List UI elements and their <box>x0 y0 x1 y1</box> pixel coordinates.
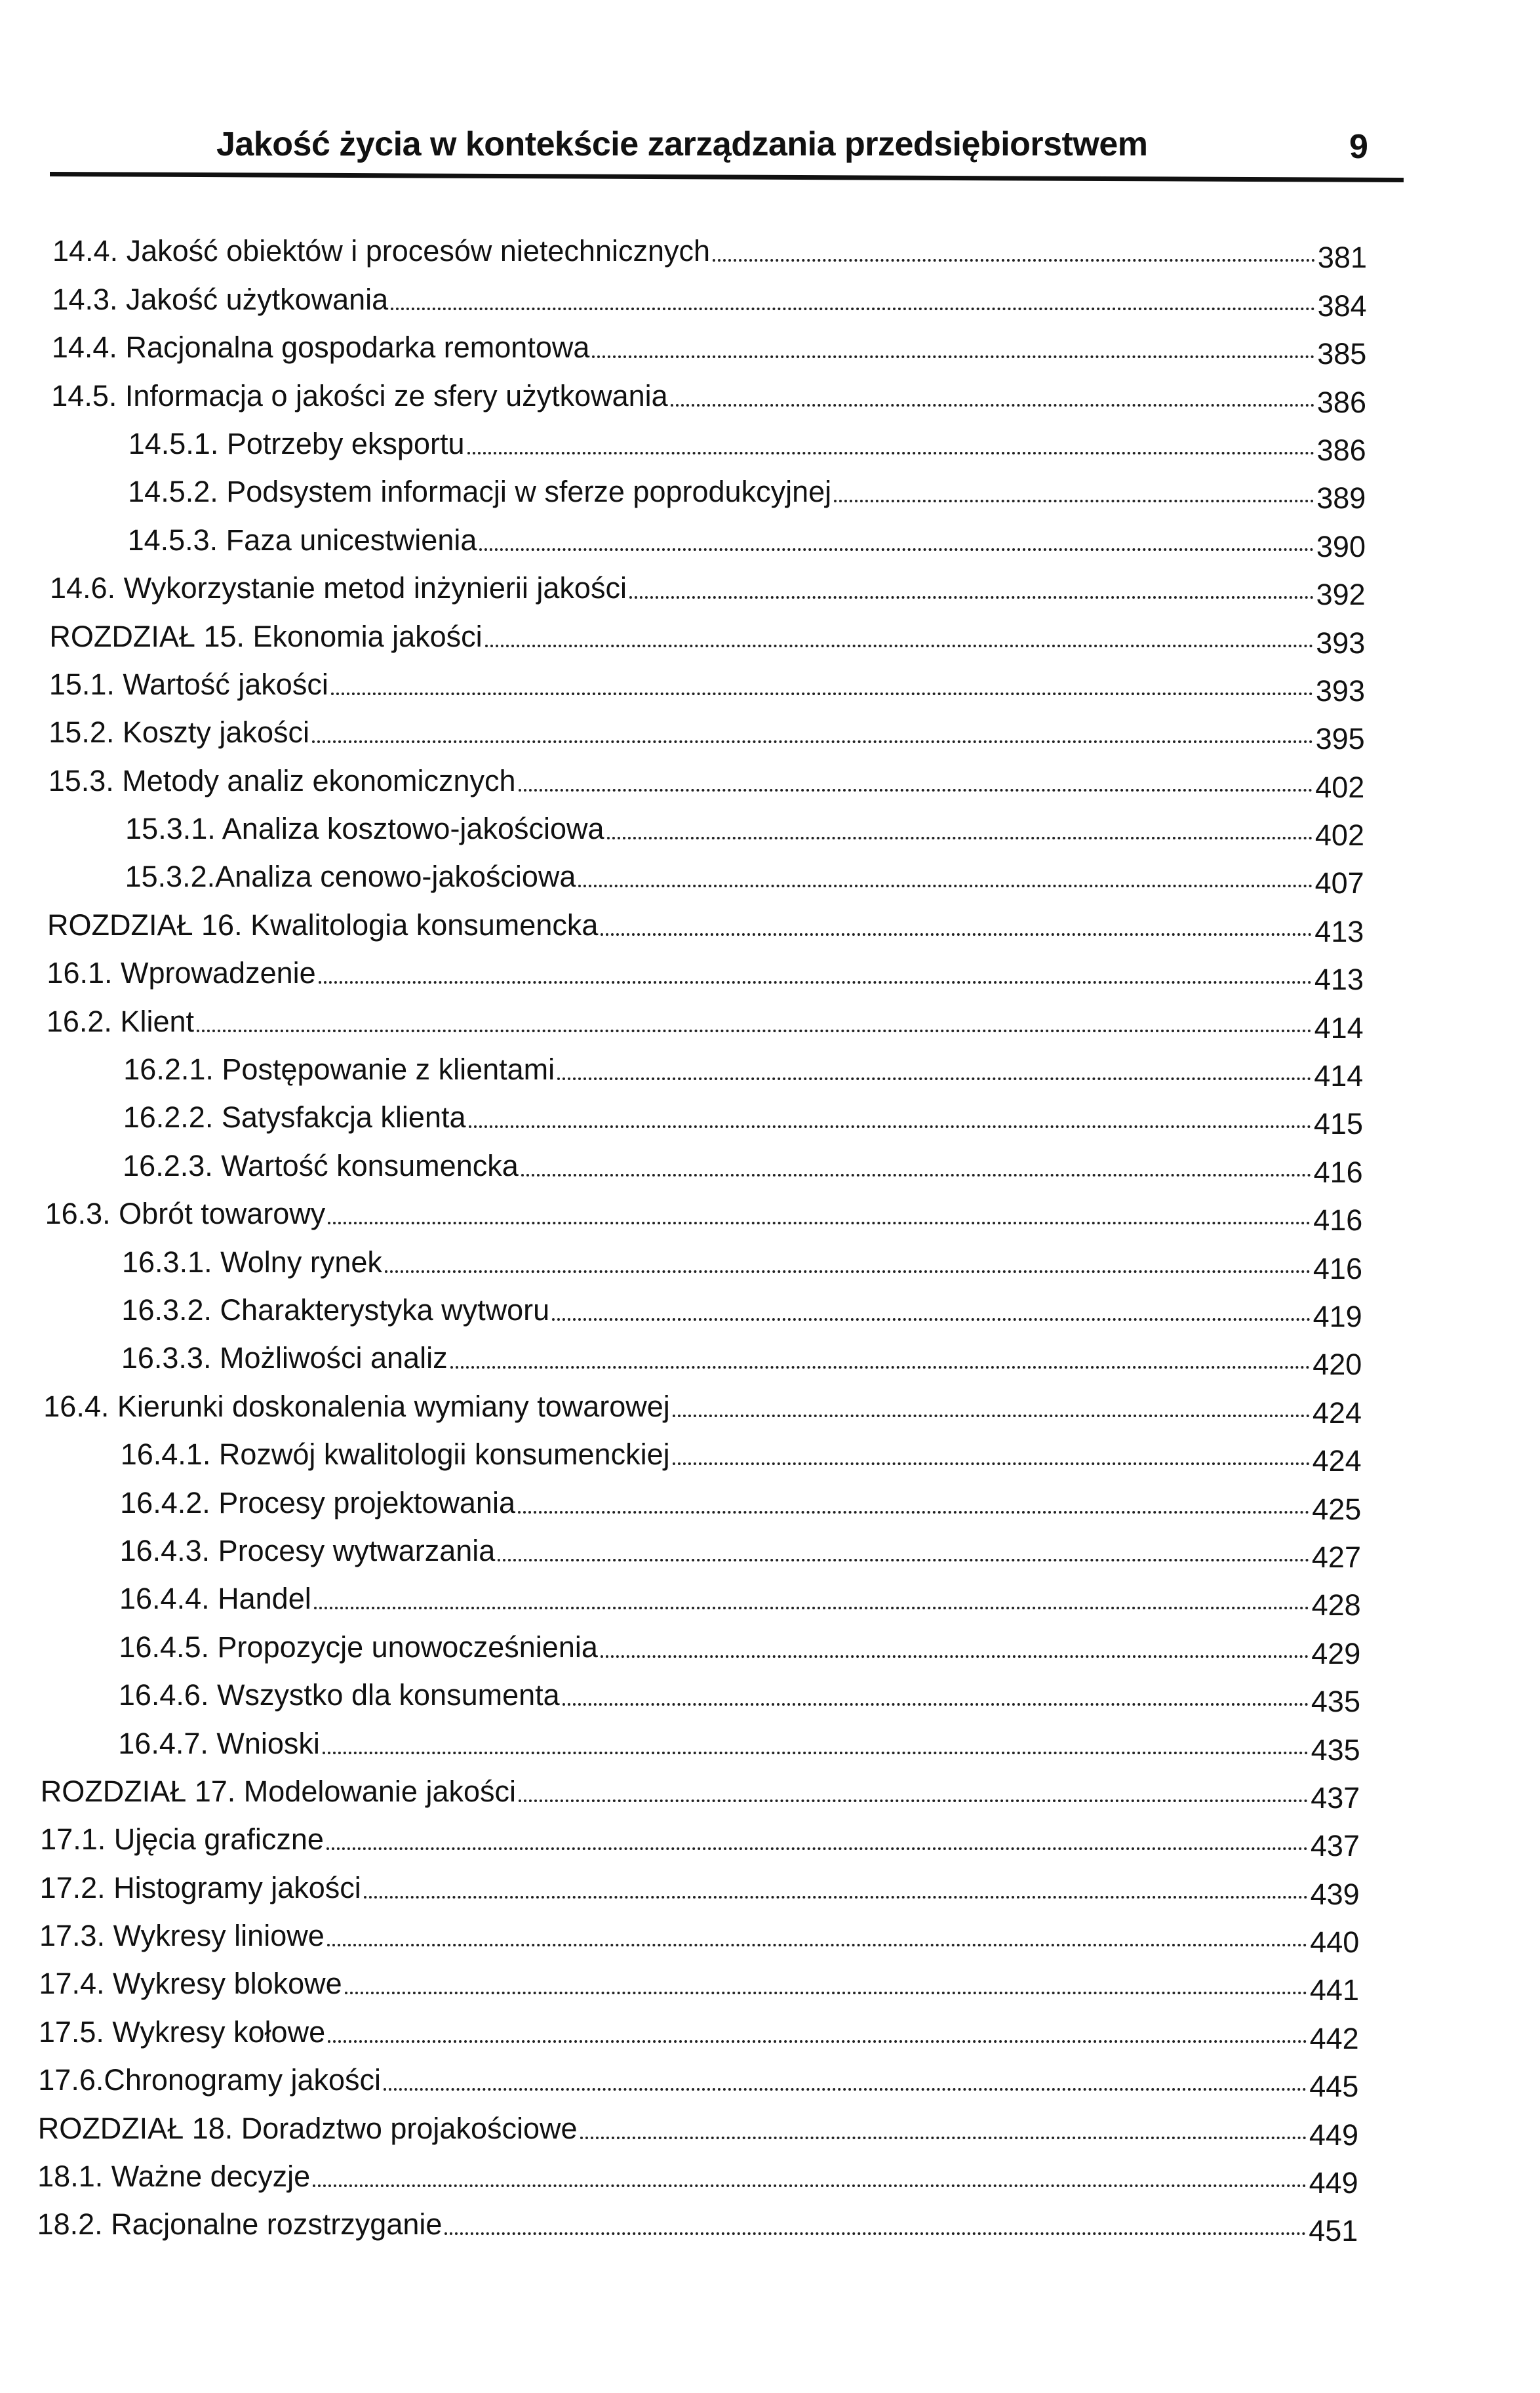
toc-entry <box>0 414 1540 467</box>
toc-entry-title: ROZDZIAŁ 16. Kwalitologia konsumencka <box>47 908 599 942</box>
toc-entry-title: 15.3.1. Analiza kosztowo-jakościowa <box>125 812 604 846</box>
toc-entry-page: 435 <box>1311 1685 1360 1719</box>
toc-entry <box>0 1425 1540 1478</box>
dot-leader <box>479 548 1314 551</box>
toc-entry-page: 442 <box>1309 2021 1359 2055</box>
toc-entry <box>0 895 1540 948</box>
toc-entry-page: 419 <box>1313 1299 1362 1333</box>
toc-entry-page: 449 <box>1309 2118 1358 2152</box>
toc-entry-page: 427 <box>1311 1540 1361 1574</box>
toc-entry-title: 14.4. Jakość obiektów i procesów nietechnicznych <box>52 234 711 268</box>
toc-entry <box>0 1906 1540 1960</box>
toc-entry-title: 16.4.2. Procesy projektowania <box>120 1485 515 1519</box>
dot-leader <box>314 1607 1309 1609</box>
toc-entry-title: 17.3. Wykresy liniowe <box>39 1919 325 1953</box>
toc-entry-page: 424 <box>1312 1396 1362 1430</box>
dot-leader <box>713 259 1315 262</box>
dot-leader <box>328 2040 1307 2043</box>
toc-entry-title: 16.4.3. Procesy wytwarzania <box>119 1533 496 1567</box>
dot-leader <box>601 933 1312 936</box>
dot-leader <box>629 596 1314 599</box>
toc-entry-page: 393 <box>1316 626 1366 660</box>
dot-leader <box>467 452 1314 454</box>
dot-leader <box>834 500 1314 502</box>
toc-entry-page: 413 <box>1314 914 1364 948</box>
toc-entry <box>0 944 1540 997</box>
toc-entry-page: 385 <box>1317 337 1367 371</box>
toc-entry <box>0 1473 1540 1526</box>
dot-leader <box>563 1703 1309 1706</box>
toc-entry-page: 402 <box>1315 770 1365 804</box>
toc-entry-title: 16.3.3. Możliwości analiz <box>121 1341 448 1375</box>
toc-entry <box>0 1810 1540 1863</box>
toc-entry <box>0 462 1540 515</box>
toc-entry-title: 14.5.2. Podsystem informacji w sferze poprodukcyjnej <box>128 475 832 509</box>
toc-entry-title: 15.3. Metody analiz ekonomicznych <box>48 763 516 797</box>
dot-leader <box>327 1944 1307 1946</box>
toc-entry-title: 16.3. Obrót towarowy <box>45 1197 326 1231</box>
dot-leader <box>671 404 1314 407</box>
toc-entry <box>0 318 1540 371</box>
toc-entry-page: 440 <box>1310 1925 1360 1960</box>
toc-entry-page: 392 <box>1316 578 1366 612</box>
toc-entry-title: ROZDZIAŁ 18. Doradztwo projakościowe <box>37 2111 578 2145</box>
dot-leader <box>673 1462 1310 1465</box>
dot-leader <box>521 1174 1311 1176</box>
toc-entry-page: 428 <box>1311 1588 1361 1622</box>
toc-entry <box>0 1232 1540 1285</box>
toc-entry-page: 390 <box>1316 529 1366 563</box>
toc-entry-title: 17.2. Histogramy jakości <box>39 1870 361 1904</box>
dot-leader <box>578 885 1312 887</box>
toc-entry-title: 14.3. Jakość użytkowania <box>52 282 389 316</box>
toc-entry-title: 16.4.1. Rozwój kwalitologii konsumenckiej <box>120 1438 670 1472</box>
toc-entry-page: 437 <box>1310 1829 1360 1863</box>
toc-entry <box>0 270 1540 323</box>
toc-entry <box>0 510 1540 563</box>
toc-entry-title: 16.4.7. Wnioski <box>118 1726 320 1760</box>
toc-entry <box>0 1666 1540 1719</box>
toc-entry <box>0 2051 1540 2104</box>
toc-entry-page: 420 <box>1313 1348 1362 1382</box>
toc-entry-title: 17.6.Chronogramy jakości <box>38 2063 382 2097</box>
toc-entry <box>0 2147 1540 2200</box>
dot-leader <box>319 981 1312 984</box>
toc-entry <box>0 1617 1540 1670</box>
toc-entry-page: 424 <box>1312 1444 1362 1478</box>
toc-entry <box>0 1521 1540 1574</box>
toc-entry-title: 16.2.2. Satysfakcja klienta <box>123 1100 466 1135</box>
toc-entry-page: 451 <box>1309 2214 1358 2248</box>
toc-entry-page: 395 <box>1315 722 1365 756</box>
toc-entry-page: 384 <box>1317 289 1367 323</box>
toc-entry-title: 15.1. Wartość jakości <box>49 667 328 701</box>
toc-entry-page: 386 <box>1316 433 1366 467</box>
page-number: 9 <box>1349 128 1368 166</box>
toc-entry-title: 16.2.1. Postępowanie z klientami <box>123 1053 555 1087</box>
dot-leader <box>384 2088 1307 2091</box>
toc-entry <box>0 751 1540 804</box>
toc-entry <box>0 1329 1540 1382</box>
dot-leader <box>557 1077 1311 1080</box>
toc-entry <box>0 559 1540 612</box>
toc-entry-page: 386 <box>1316 385 1366 419</box>
toc-entry-page: 435 <box>1311 1733 1360 1767</box>
dot-leader <box>364 1896 1308 1899</box>
toc-entry-page: 413 <box>1314 963 1364 997</box>
toc-entry <box>0 703 1540 756</box>
toc-entry-title: 18.2. Racjonalne rozstrzyganie <box>37 2207 443 2242</box>
dot-leader <box>197 1030 1312 1032</box>
toc-entry-title: 14.6. Wykorzystanie metod inżynierii jakości <box>50 571 627 605</box>
toc-entry-page: 437 <box>1311 1780 1360 1815</box>
dot-leader <box>592 355 1314 358</box>
dot-leader <box>519 1800 1308 1802</box>
toc-entry <box>0 366 1540 419</box>
toc-entry-page: 415 <box>1313 1107 1363 1141</box>
toc-entry-title: 17.5. Wykresy kołowe <box>38 2015 326 2049</box>
toc-entry-page: 407 <box>1314 866 1364 900</box>
running-header <box>0 118 1540 184</box>
toc-entry-title: 14.5.1. Potrzeby eksportu <box>128 426 465 460</box>
toc-entry <box>0 1281 1540 1333</box>
toc-entry <box>0 1714 1540 1767</box>
toc-entry <box>0 847 1540 900</box>
toc-entry <box>0 1184 1540 1237</box>
dot-leader <box>607 837 1313 839</box>
toc-entry <box>0 1858 1540 1911</box>
dot-leader <box>323 1752 1309 1754</box>
toc-entry <box>0 992 1540 1045</box>
toc-entry <box>0 655 1540 708</box>
toc-entry-title: 18.1. Ważne decyzje <box>37 2160 311 2194</box>
toc-entry <box>0 1377 1540 1430</box>
toc-entry-page: 414 <box>1314 1059 1364 1093</box>
dot-leader <box>444 2232 1306 2235</box>
toc-entry <box>0 1136 1540 1189</box>
toc-entry-title: 16.4. Kierunki doskonalenia wymiany towarowej <box>43 1389 670 1423</box>
dot-leader <box>469 1125 1311 1128</box>
toc-entry-page: 439 <box>1310 1877 1360 1911</box>
table-of-contents <box>0 222 1540 2248</box>
toc-entry-title: 16.2.3. Wartość konsumencka <box>123 1148 519 1182</box>
toc-entry-title: 16.4.4. Handel <box>119 1582 311 1616</box>
dot-leader <box>673 1415 1310 1417</box>
dot-leader <box>518 1511 1309 1514</box>
toc-entry-page: 441 <box>1309 1973 1359 2007</box>
dot-leader <box>328 1222 1311 1224</box>
toc-entry-title: 17.1. Ujęcia graficzne <box>40 1822 324 1857</box>
dot-leader <box>313 2184 1306 2187</box>
toc-entry-title: 14.5.3. Faza unicestwienia <box>127 523 477 557</box>
toc-entry-title: 14.4. Racjonalna gospodarka remontowa <box>51 331 590 365</box>
toc-entry <box>0 2099 1540 2152</box>
toc-entry-page: 416 <box>1313 1155 1363 1189</box>
dot-leader <box>498 1559 1309 1561</box>
toc-entry-title: 16.1. Wprowadzenie <box>47 956 316 990</box>
toc-entry <box>0 2195 1540 2248</box>
toc-entry-title: 17.4. Wykresy blokowe <box>39 1967 342 2001</box>
dot-leader <box>312 740 1313 743</box>
dot-leader <box>450 1366 1311 1369</box>
toc-entry-page: 393 <box>1315 674 1365 708</box>
toc-entry-title: 16.3.2. Charakterystyka wytworu <box>121 1293 550 1327</box>
toc-entry <box>0 1040 1540 1093</box>
toc-entry-page: 425 <box>1312 1492 1362 1526</box>
toc-entry-title: 15.3.2.Analiza cenowo-jakościowa <box>125 860 576 894</box>
toc-entry-page: 449 <box>1309 2166 1358 2200</box>
dot-leader <box>580 2137 1307 2139</box>
dot-leader <box>391 308 1314 310</box>
dot-leader <box>385 1270 1311 1273</box>
toc-entry <box>0 1088 1540 1141</box>
toc-entry <box>0 2002 1540 2055</box>
dot-leader <box>345 1992 1307 1994</box>
toc-entry-title: 14.5. Informacja o jakości ze sfery użytkowania <box>51 378 668 412</box>
toc-entry <box>0 607 1540 660</box>
toc-entry-title: 15.2. Koszty jakości <box>49 715 309 750</box>
dot-leader <box>331 693 1313 695</box>
toc-entry-page: 389 <box>1316 481 1366 515</box>
toc-entry <box>0 1569 1540 1622</box>
toc-entry-page: 402 <box>1314 818 1364 853</box>
toc-entry-title: 16.2. Klient <box>46 1004 194 1038</box>
toc-entry-title: 16.4.6. Wszystko dla konsumenta <box>118 1678 560 1712</box>
toc-entry-page: 445 <box>1309 2070 1359 2104</box>
dot-leader <box>326 1847 1308 1850</box>
toc-entry-page: 416 <box>1313 1251 1362 1285</box>
dot-leader <box>601 1655 1309 1658</box>
toc-entry-title: 16.4.5. Propozycje unowocześnienia <box>119 1630 598 1664</box>
toc-entry-page: 429 <box>1311 1636 1361 1670</box>
toc-entry-page: 416 <box>1313 1203 1363 1237</box>
toc-entry <box>0 799 1540 853</box>
header-rule <box>50 172 1404 182</box>
header-title: Jakość życia w kontekście zarządzania przedsiębiorstwem <box>216 125 1148 163</box>
toc-entry <box>0 222 1540 275</box>
toc-entry-title: ROZDZIAŁ 17. Modelowanie jakości <box>40 1774 516 1808</box>
toc-entry-page: 381 <box>1317 241 1367 275</box>
toc-entry-title: 16.3.1. Wolny rynek <box>122 1245 382 1279</box>
toc-entry <box>0 1954 1540 2007</box>
dot-leader <box>519 789 1313 792</box>
toc-entry-page: 414 <box>1314 1011 1364 1045</box>
toc-entry <box>0 1762 1540 1815</box>
dot-leader <box>485 645 1314 647</box>
toc-entry-title: ROZDZIAŁ 15. Ekonomia jakości <box>49 619 483 653</box>
dot-leader <box>552 1318 1310 1321</box>
